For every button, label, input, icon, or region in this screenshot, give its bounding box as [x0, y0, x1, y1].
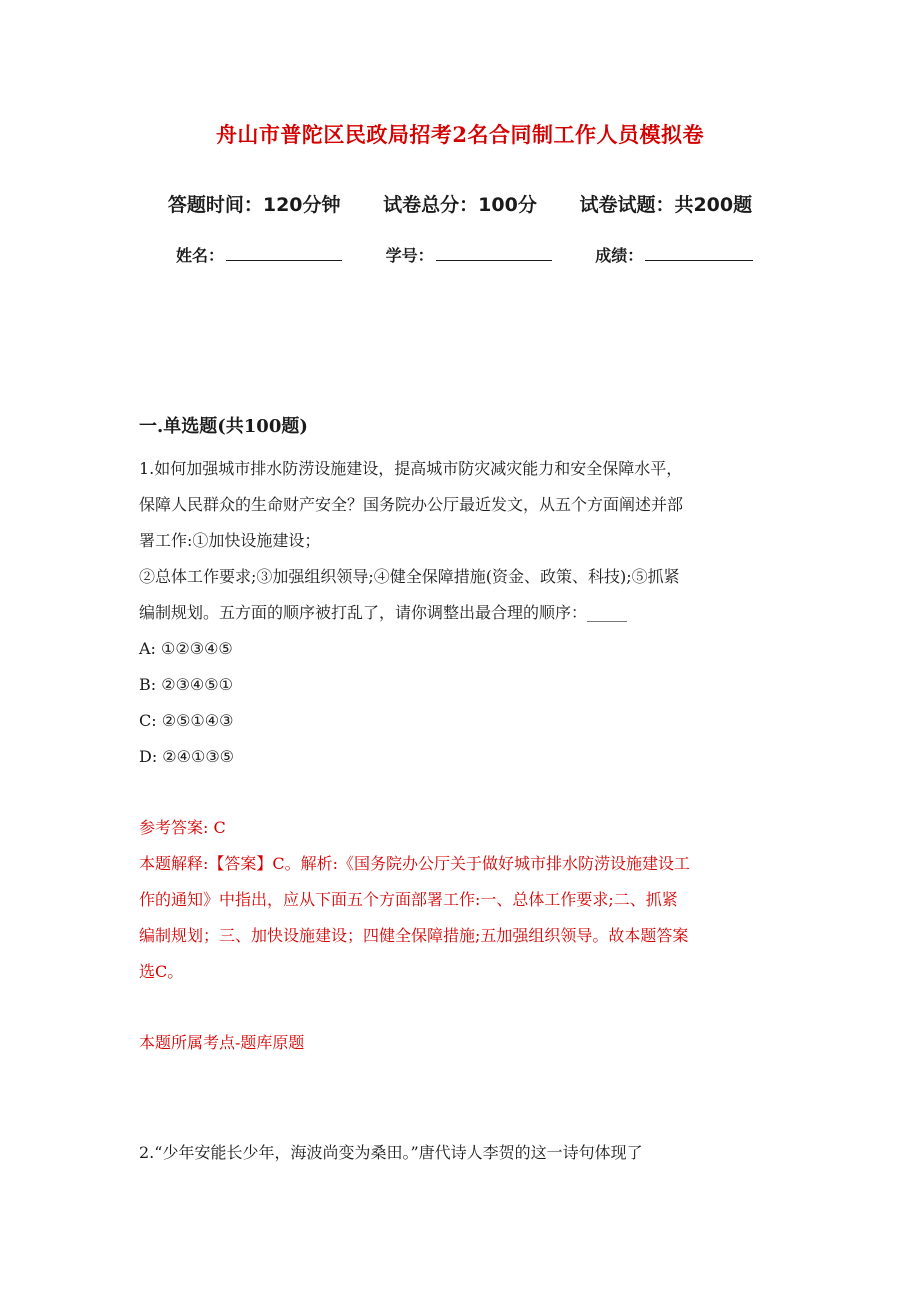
score-blank — [645, 246, 753, 261]
explanation-line: 本题解释:【答案】C。解析:《国务院办公厅关于做好城市排水防涝设施建设工 — [139, 854, 691, 873]
question-1 — [139, 451, 789, 775]
id-label: 学号： — [385, 246, 434, 265]
exam-title: 舟山市普陀区民政局招考2名合同制工作人员模拟卷 — [215, 122, 705, 147]
explanation-line: 作的通知》中指出，应从下面五个方面部署工作:一、总体工作要求;二、抓紧 — [139, 890, 678, 909]
name-blank — [226, 246, 342, 261]
answer-1 — [139, 810, 789, 990]
option-d: D: ②④①③⑤ — [139, 747, 235, 766]
question-line: ②总体工作要求;③加强组织领导;④健全保障措施(资金、政策、科技);⑤抓紧 — [139, 567, 680, 586]
student-info-row — [176, 243, 753, 266]
question-line: 保障人民群众的生命财产安全？国务院办公厅最近发文，从五个方面阐述并部 — [139, 495, 684, 514]
question-line: 编制规划。五方面的顺序被打乱了，请你调整出最合理的顺序：_____ — [139, 603, 628, 622]
exam-total-score: 试卷总分：100分 — [383, 194, 537, 216]
id-blank — [436, 246, 552, 261]
score-label: 成绩： — [595, 246, 644, 265]
explanation-line: 选C。 — [139, 962, 184, 981]
exam-meta — [0, 190, 920, 217]
name-field — [176, 243, 342, 266]
question-line: 署工作:①加快设施建设； — [139, 531, 321, 550]
id-field — [386, 243, 552, 266]
explanation-line: 编制规划；三、加快设施建设；四健全保障措施;五加强组织领导。故本题答案 — [139, 926, 689, 945]
exam-question-count: 试卷试题：共200题 — [579, 194, 753, 216]
option-c: C: ②⑤①④③ — [139, 711, 234, 730]
question-line: 1.如何加强城市排水防涝设施建设，提高城市防灾减灾能力和安全保障水平， — [139, 459, 683, 478]
section-heading: 一.单选题(共100题) — [139, 416, 308, 437]
option-a: A: ①②③④⑤ — [139, 639, 233, 658]
question-source: 本题所属考点-题库原题 — [139, 1033, 305, 1052]
exam-time: 答题时间：120分钟 — [167, 194, 341, 216]
question-2: 2.“少年安能长少年，海波尚变为桑田。”唐代诗人李贺的这一诗句体现了 — [139, 1143, 643, 1162]
score-field — [595, 243, 753, 266]
option-b: B: ②③④⑤① — [139, 675, 233, 694]
name-label: 姓名： — [176, 246, 225, 265]
reference-answer: 参考答案: C — [139, 818, 226, 837]
